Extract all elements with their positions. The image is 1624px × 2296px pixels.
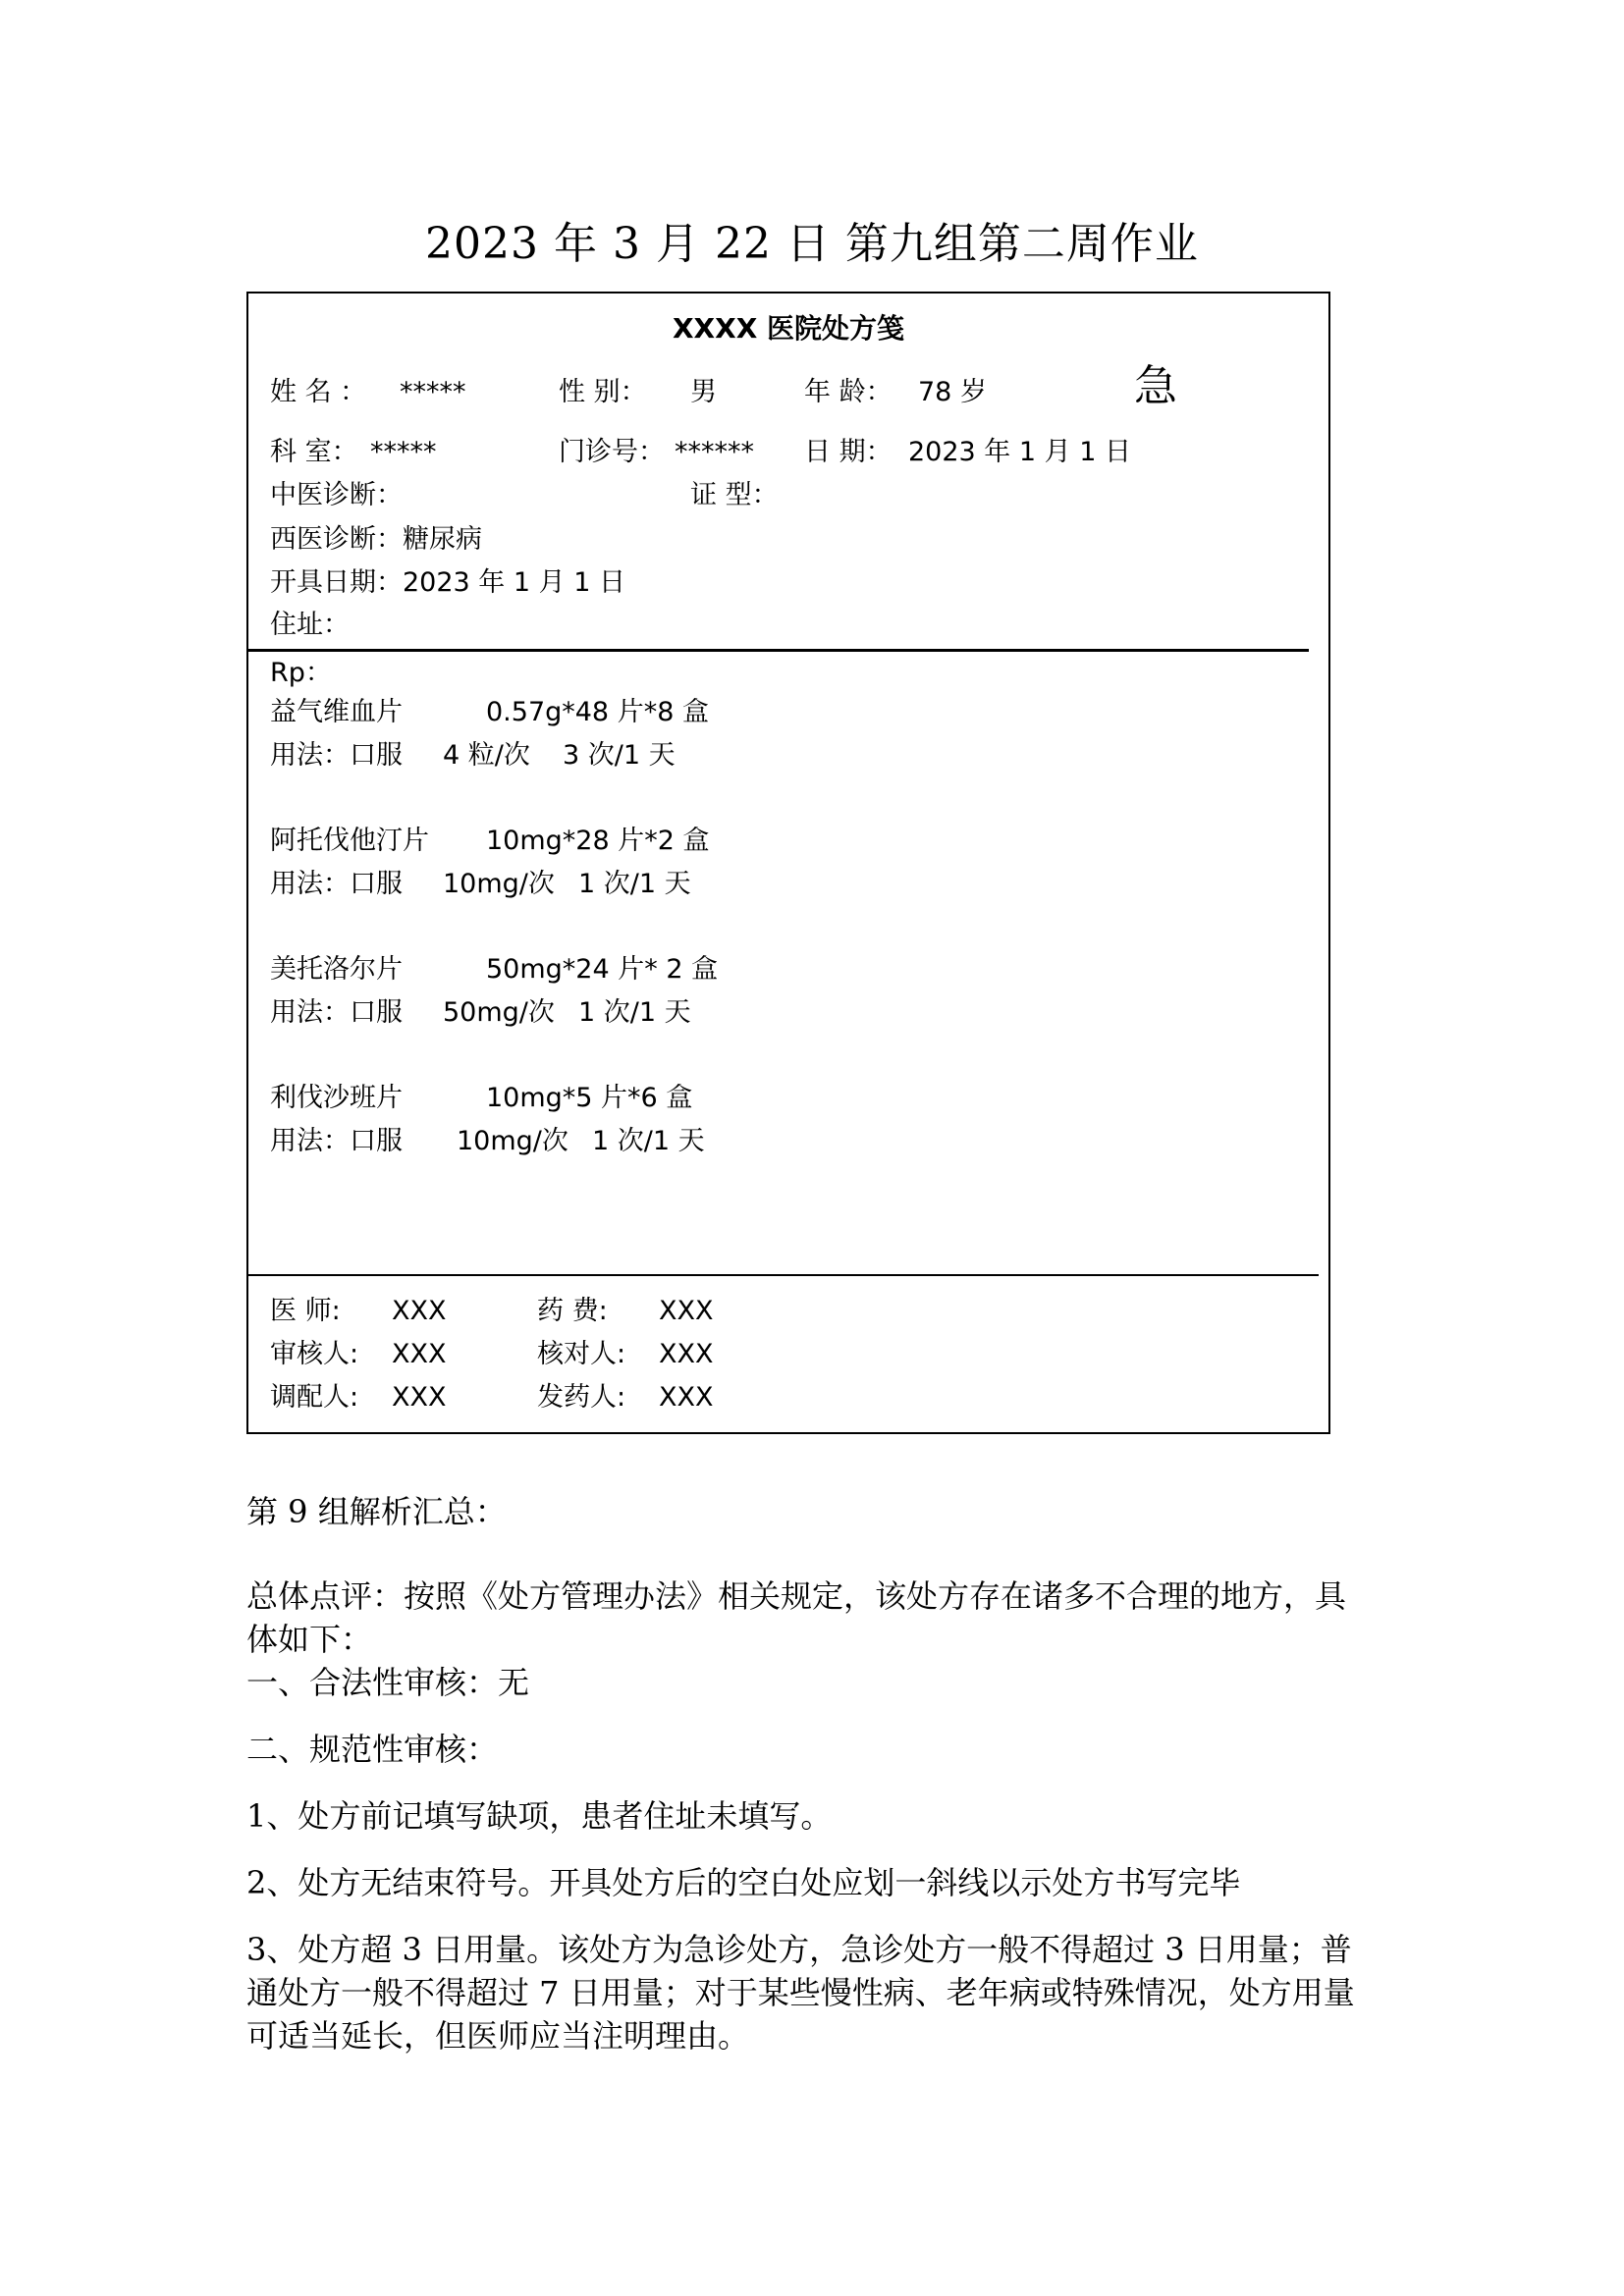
drug-usage: 用法：口服 [270, 997, 403, 1028]
drug-name: 利伐沙班片 [270, 1083, 403, 1113]
age-value: 78 岁 [918, 377, 987, 407]
drug-spec: 10mg*28 片*2 盒 [486, 826, 710, 856]
footer-divider [248, 1274, 1319, 1276]
issuer-label: 发药人: [537, 1382, 626, 1413]
checker-label: 核对人: [537, 1339, 626, 1369]
tcm-diagnosis-label: 中医诊断： [270, 480, 403, 510]
doctor-value: XXX [392, 1296, 447, 1326]
rp-label: Rp： [270, 658, 332, 688]
analysis-heading: 第 9 组解析汇总： [246, 1493, 507, 1530]
dispenser-value: XXX [392, 1382, 447, 1413]
drug-spec: 10mg*5 片*6 盒 [486, 1083, 693, 1113]
drug-frequency: 1 次/1 天 [592, 1126, 705, 1156]
reviewer-label: 审核人: [270, 1339, 359, 1369]
review-item-2: 2、处方无结束符号。开具处方后的空白处应划一斜线以示处方书写完毕 [246, 1864, 1241, 1901]
review-item-1: 1、处方前记填写缺项，患者住址未填写。 [246, 1797, 833, 1835]
reviewer-value: XXX [392, 1339, 447, 1369]
overall-review-line: 总体点评：按照《处方管理办法》相关规定，该处方存在诸多不合理的地方，具 [246, 1577, 1347, 1615]
drug-name: 美托洛尔片 [270, 954, 403, 985]
drug-dose: 50mg/次 [443, 997, 555, 1028]
name-value: ***** [400, 377, 466, 407]
checker-value: XXX [659, 1339, 714, 1369]
hospital-title: XXXX 医院处方笺 [672, 312, 905, 345]
review-item-3-line: 通处方一般不得超过 7 日用量；对于某些慢性病、老年病或特殊情况，处方用量 [246, 1974, 1355, 2011]
wm-diagnosis: 西医诊断：糖尿病 [270, 524, 482, 555]
drug-frequency: 1 次/1 天 [578, 869, 691, 899]
age-label: 年 龄： [804, 377, 893, 407]
sex-value: 男 [690, 377, 717, 407]
syndrome-label: 证 型： [690, 480, 779, 510]
drug-usage: 用法：口服 [270, 740, 403, 771]
dispenser-label: 调配人: [270, 1382, 359, 1413]
standard-review: 二、规范性审核： [246, 1731, 499, 1768]
clinic-no-label: 门诊号： [559, 437, 665, 467]
page-title: 2023 年 3 月 22 日 第九组第二周作业 [425, 219, 1199, 269]
sex-label: 性 别： [559, 377, 647, 407]
review-item-3-line: 3、处方超 3 日用量。该处方为急诊处方，急诊处方一般不得超过 3 日用量；普 [246, 1931, 1352, 1968]
doctor-label: 医 师: [270, 1296, 341, 1326]
fee-label: 药 费: [537, 1296, 608, 1326]
fee-value: XXX [659, 1296, 714, 1326]
drug-frequency: 1 次/1 天 [578, 997, 691, 1028]
issue-date: 开具日期：2023 年 1 月 1 日 [270, 567, 625, 598]
issuer-value: XXX [659, 1382, 714, 1413]
date-label: 日 期： [804, 437, 893, 467]
review-item-3 [246, 1928, 1385, 2057]
drug-spec: 50mg*24 片* 2 盒 [486, 954, 719, 985]
drug-dose: 10mg/次 [457, 1126, 568, 1156]
dept-value: ***** [370, 437, 437, 467]
overall-review-line: 体如下： [246, 1621, 373, 1658]
urgent-mark: 急 [1134, 361, 1177, 411]
drug-dose: 4 粒/次 [443, 740, 530, 771]
drug-frequency: 3 次/1 天 [563, 740, 676, 771]
drug-name: 益气维血片 [270, 697, 403, 727]
prescription-form [246, 292, 1330, 1434]
dept-label: 科 室： [270, 437, 358, 467]
overall-review [246, 1575, 1385, 1704]
date-value: 2023 年 1 月 1 日 [908, 437, 1131, 467]
drug-name: 阿托伐他汀片 [270, 826, 429, 856]
drug-dose: 10mg/次 [443, 869, 555, 899]
name-label: 姓 名 ： [270, 377, 367, 407]
clinic-no-value: ****** [675, 437, 754, 467]
drug-usage: 用法：口服 [270, 869, 403, 899]
drug-spec: 0.57g*48 片*8 盒 [486, 697, 709, 727]
legality-review: 一、合法性审核：无 [246, 1664, 530, 1701]
header-divider [248, 649, 1309, 652]
address-label: 住址： [270, 610, 350, 640]
drug-usage: 用法：口服 [270, 1126, 403, 1156]
review-item-3-line: 可适当延长，但医师应当注明理由。 [246, 2017, 750, 2055]
